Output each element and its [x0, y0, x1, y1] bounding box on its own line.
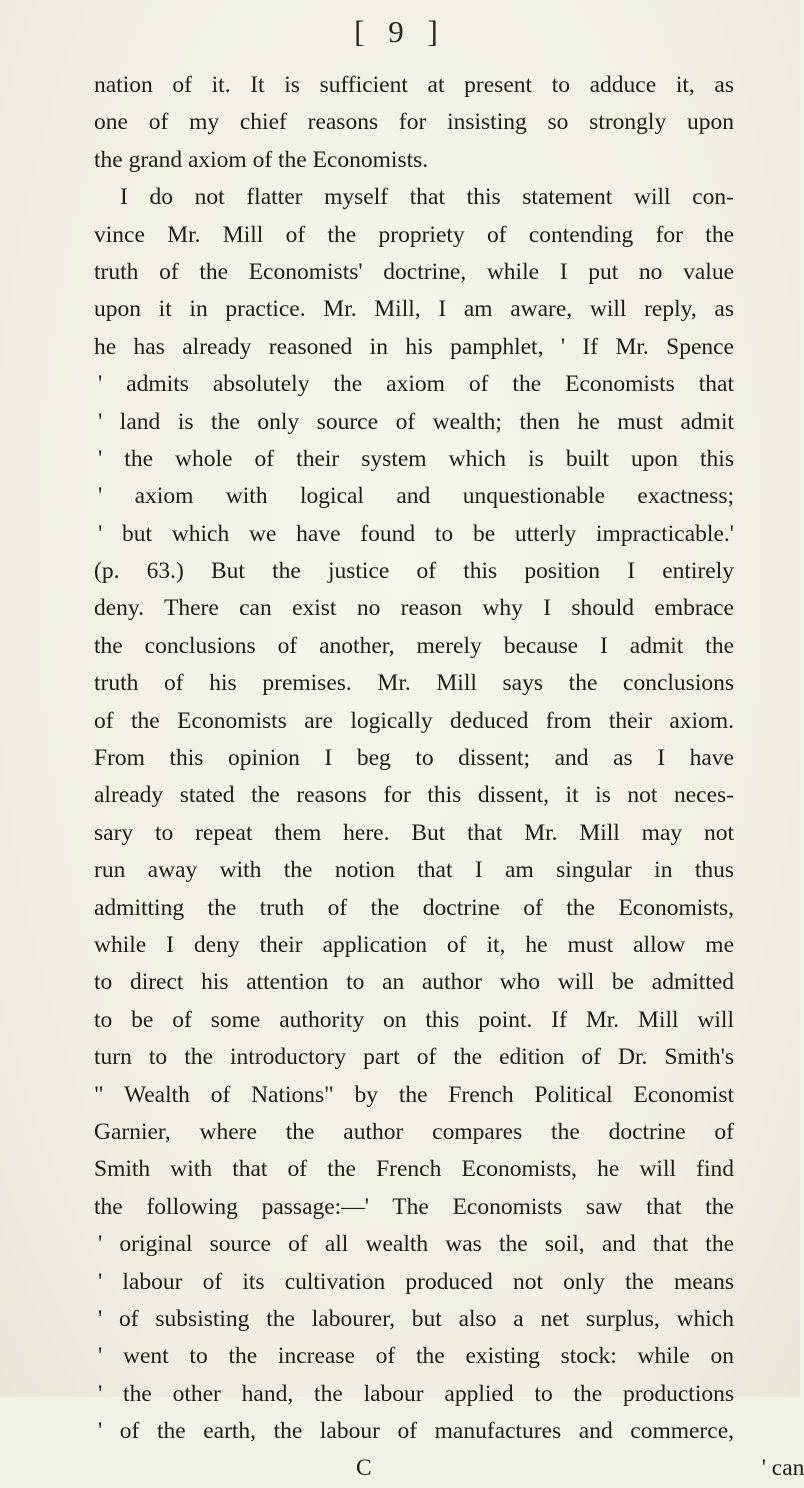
text-line: Garnier, where the author compares the doctrine of	[94, 1118, 734, 1145]
text-line: ' original source of all wealth was the soil, and that the	[98, 1231, 734, 1258]
text-line: ' but which we have found to be utterly impracticable.'	[98, 520, 734, 547]
text-line: upon it in practice. Mr. Mill, I am aware, will reply, as	[94, 296, 734, 323]
text-line: while I deny their application of it, he must allow me	[94, 931, 734, 958]
text-line: to direct his attention to an author who will be admitted	[94, 969, 734, 996]
text-line: turn to the introductory part of the edition of Dr. Smith's	[94, 1044, 734, 1071]
text-line: the grand axiom of the Economists.	[94, 146, 429, 173]
text-line: From this opinion I beg to dissent; and as I have	[94, 745, 734, 772]
text-line: admitting the truth of the doctrine of the Economists,	[94, 894, 734, 921]
signature-mark: C	[356, 1455, 372, 1482]
text-line: one of my chief reasons for insisting so strongly upon	[94, 109, 734, 136]
text-line: he has already reasoned in his pamphlet, ' If Mr. Spence	[94, 333, 734, 360]
text-line: ' the whole of their system which is built upon this	[98, 445, 734, 472]
text-line: run away with the notion that I am singular in thus	[94, 857, 734, 884]
text-line: truth of his premises. Mr. Mill says the conclusions	[94, 670, 734, 697]
text-line: nation of it. It is sufficient at present to adduce it, as	[94, 72, 734, 98]
text-line: ' the other hand, the labour applied to the productions	[98, 1380, 734, 1407]
text-line: " Wealth of Nations" by the French Political Economist	[94, 1081, 734, 1108]
text-line: already stated the reasons for this dissent, it is not neces-	[94, 782, 734, 809]
body-text	[94, 67, 804, 1488]
catchword: ' can	[761, 1455, 804, 1482]
text-line: of the Economists are logically deduced from their axiom.	[94, 707, 734, 734]
page-number: [ 9 ]	[354, 14, 446, 49]
text-line: ' labour of its cultivation produced not only the means	[98, 1268, 734, 1295]
text-line: truth of the Economists' doctrine, while I put no value	[94, 258, 734, 285]
text-line: ' admits absolutely the axiom of the Economists that	[98, 371, 734, 398]
text-line: Smith with that of the French Economists, he will find	[94, 1156, 734, 1183]
text-line: to be of some authority on this point. If Mr. Mill will	[94, 1006, 734, 1033]
text-line: ' went to the increase of the existing stock: while on	[98, 1343, 734, 1370]
text-line: (p. 63.) But the justice of this position I entirely	[94, 558, 734, 585]
text-line: sary to repeat them here. But that Mr. Mill may not	[94, 819, 734, 846]
text-line: vince Mr. Mill of the propriety of contending for the	[94, 221, 734, 248]
text-line: the following passage:—' The Economists saw that the	[94, 1193, 734, 1220]
text-line: ' land is the only source of wealth; then he must admit	[98, 408, 734, 435]
text-line: I do not flatter myself that this statement will con-	[120, 184, 734, 211]
page-footer	[94, 1450, 804, 1487]
text-line: ' axiom with logical and unquestionable exactness;	[98, 483, 734, 510]
text-line: the conclusions of another, merely because I admit the	[94, 632, 734, 659]
text-line: ' of the earth, the labour of manufactures and commerce,	[98, 1418, 734, 1445]
text-line: ' of subsisting the labourer, but also a net surplus, which	[98, 1305, 734, 1332]
text-line: deny. There can exist no reason why I should embrace	[94, 595, 734, 622]
